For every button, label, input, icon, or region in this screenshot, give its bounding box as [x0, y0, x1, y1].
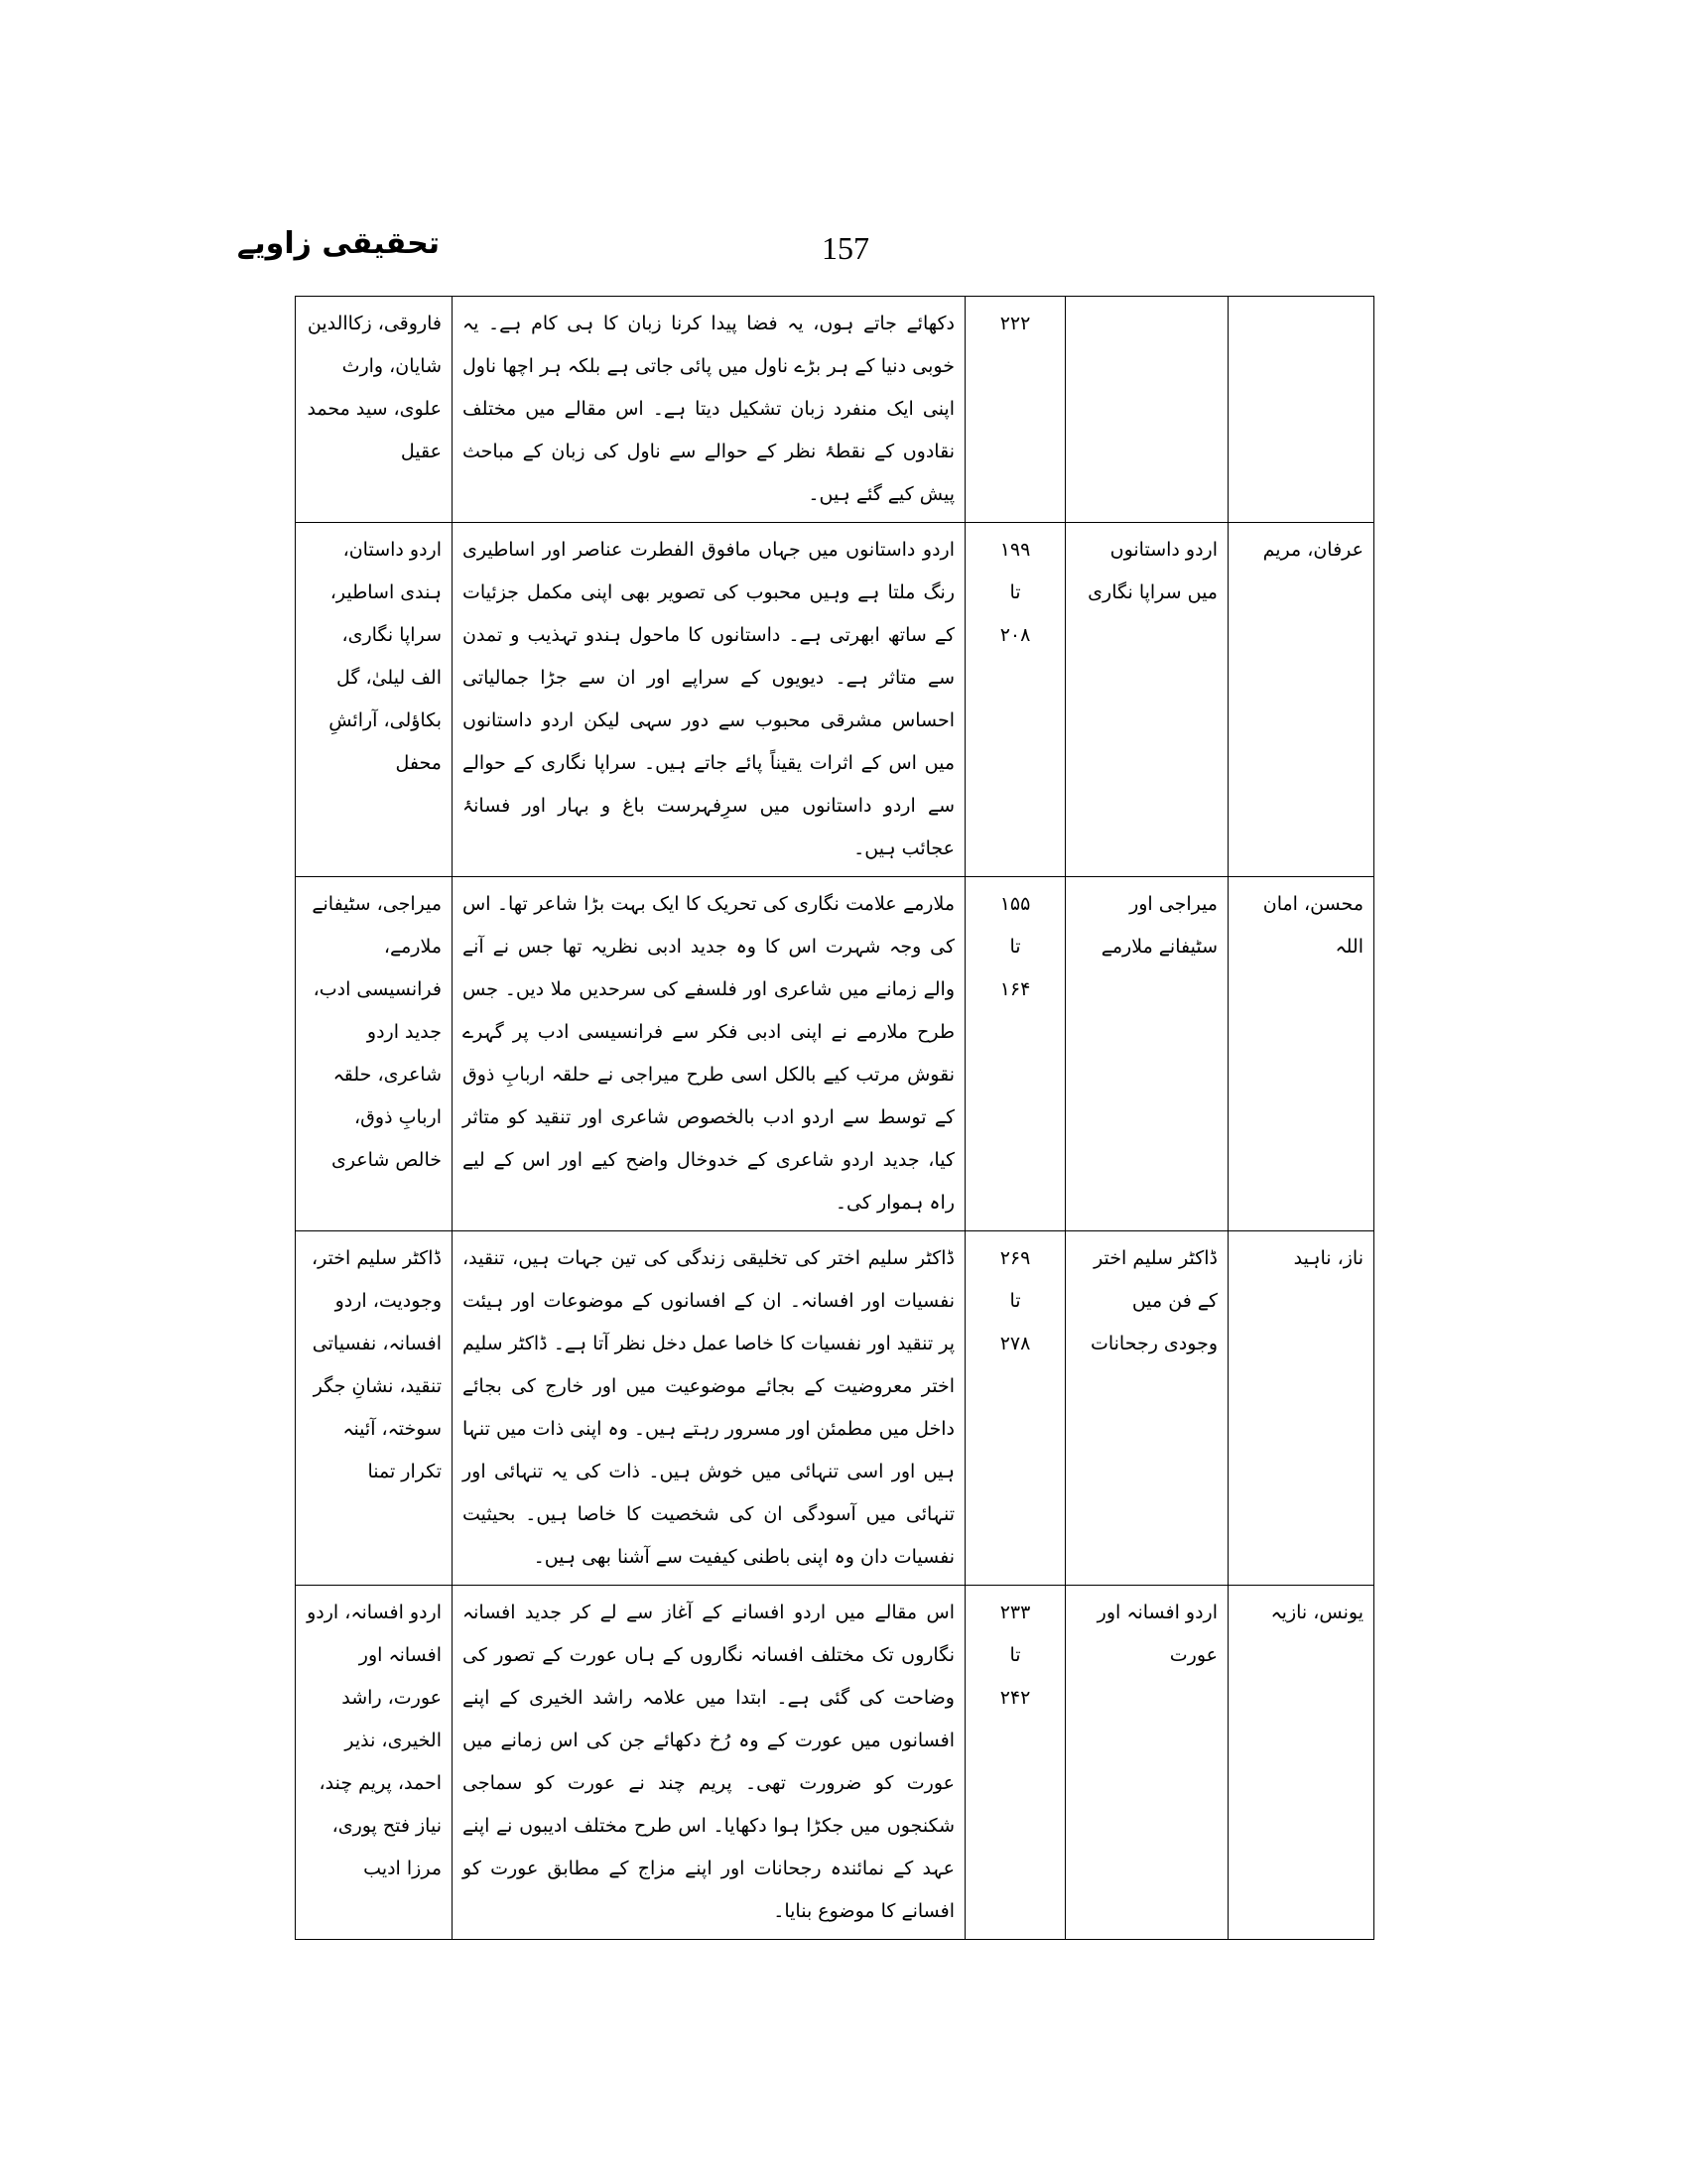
table-row	[296, 523, 1374, 877]
table-body	[296, 297, 1374, 1940]
pages-cell	[966, 523, 1066, 877]
page-range-part: ۱۹۹	[999, 539, 1031, 561]
journal-title: تحقیقی زاویے	[236, 226, 440, 261]
pages-cell	[966, 1586, 1066, 1940]
table-row	[296, 1586, 1374, 1940]
keywords-cell: اردو افسانہ، اردو افسانہ اور عورت، راشد الخیری، نذیر احمد، پریم چند، نیاز فتح پوری، مرزا ادیب	[296, 1586, 453, 1940]
summary-cell: ڈاکٹر سلیم اختر کی تخلیقی زندگی کی تین جہات ہیں، تنقید، نفسیات اور افسانہ۔ ان کے افسانوں کے موضوعات اور ہیئت پر تنقید اور نفسیات کا خاصا عمل دخل نظر آتا ہے۔ ڈاکٹر سلیم اختر معروضیت کے بجائے موضوعیت میں اور خارج کی بجائے داخل میں مطمئن اور مسرور رہتے ہیں۔ وہ اپنی ذات میں تنہا ہیں اور اسی تنہائی میں خوش ہیں۔ ذات کی یہ تنہائی اور تنہائی میں آسودگی ان کی شخصیت کا خاصا ہیں۔ بحیثیت نفسیات دان وہ اپنی باطنی کیفیت سے آشنا بھی ہیں۔	[453, 1231, 966, 1586]
summary-cell: دکھائے جاتے ہوں، یہ فضا پیدا کرنا زبان کا ہی کام ہے۔ یہ خوبی دنیا کے ہر بڑے ناول میں پائی جاتی ہے بلکہ ہر اچھا ناول اپنی ایک منفرد زبان تشکیل دیتا ہے۔ اس مقالے میں مختلف نقادوں کے نقطۂ نظر کے حوالے سے ناول کی زبان کے مباحث پیش کیے گئے ہیں۔	[453, 297, 966, 523]
author-cell: ناز، ناہید	[1229, 1231, 1374, 1586]
author-cell	[1229, 297, 1374, 523]
page-range-part: تا	[1009, 936, 1021, 958]
title-cell: میراجی اور سٹیفانے ملارمے	[1066, 877, 1229, 1231]
page-range-part: ۲۷۸	[999, 1333, 1031, 1354]
table-row	[296, 877, 1374, 1231]
page-range-part: ۲۳۳	[999, 1602, 1031, 1623]
page-range-part: تا	[1009, 581, 1021, 603]
title-cell: ڈاکٹر سلیم اختر کے فن میں وجودی رجحانات	[1066, 1231, 1229, 1586]
table-row	[296, 297, 1374, 523]
pages-cell	[966, 297, 1066, 523]
page-range-part: ۲۶۹	[999, 1247, 1031, 1269]
page-range-part: ۱۶۴	[999, 978, 1031, 1000]
summary-cell: اردو داستانوں میں جہاں مافوق الفطرت عناصر اور اساطیری رنگ ملتا ہے وہیں محبوب کی تصویر بھی اپنی مکمل جزئیات کے ساتھ ابھرتی ہے۔ داستانوں کا ماحول ہندو تہذیب و تمدن سے متاثر ہے۔ دیویوں کے سراپے اور ان سے جڑا جمالیاتی احساس مشرقی محبوب سے دور سہی لیکن اردو داستانوں میں اس کے اثرات یقیناً پائے جاتے ہیں۔ سراپا نگاری کے حوالے سے اردو داستانوں میں سرِفہرست باغ و بہار اور فسانۂ عجائب ہیں۔	[453, 523, 966, 877]
page-number: 157	[822, 230, 869, 266]
title-cell	[1066, 297, 1229, 523]
author-cell: یونس، نازیہ	[1229, 1586, 1374, 1940]
pages-cell	[966, 1231, 1066, 1586]
table-row	[296, 1231, 1374, 1586]
keywords-cell: میراجی، سٹیفانے ملارمے، فرانسیسی ادب، جدید اردو شاعری، حلقہ اربابِ ذوق، خالص شاعری	[296, 877, 453, 1231]
bibliography-table	[295, 296, 1374, 1940]
keywords-cell: ڈاکٹر سلیم اختر، وجودیت، اردو افسانہ، نفسیاتی تنقید، نشانِ جگر سوختہ، آئینہ تکرار تمنا	[296, 1231, 453, 1586]
title-cell: اردو افسانہ اور عورت	[1066, 1586, 1229, 1940]
pages-cell	[966, 877, 1066, 1231]
summary-cell: اس مقالے میں اردو افسانے کے آغاز سے لے کر جدید افسانہ نگاروں تک مختلف افسانہ نگاروں کے ہاں عورت کے تصور کی وضاحت کی گئی ہے۔ ابتدا میں علامہ راشد الخیری کے اپنے افسانوں میں عورت کے وہ رُخ دکھائے جن کی اس زمانے میں عورت کو ضرورت تھی۔ پریم چند نے عورت کو سماجی شکنجوں میں جکڑا ہوا دکھایا۔ اس طرح مختلف ادیبوں نے اپنے عہد کے نمائندہ رجحانات اور اپنے مزاج کے مطابق عورت کو افسانے کا موضوع بنایا۔	[453, 1586, 966, 1940]
summary-cell: ملارمے علامت نگاری کی تحریک کا ایک بہت بڑا شاعر تھا۔ اس کی وجہ شہرت اس کا وہ جدید ادبی نظریہ تھا جس نے آنے والے زمانے میں شاعری اور فلسفے کی سرحدیں ملا دیں۔ جس طرح ملارمے نے اپنی ادبی فکر سے فرانسیسی ادب پر گہرے نقوش مرتب کیے بالکل اسی طرح میراجی نے حلقہ اربابِ ذوق کے توسط سے اردو ادب بالخصوص شاعری اور تنقید کو متاثر کیا، جدید اردو شاعری کے خدوخال واضح کیے اور اس کے لیے راہ ہموار کی۔	[453, 877, 966, 1231]
author-cell: محسن، امان اللہ	[1229, 877, 1374, 1231]
page-range-part: ۲۰۸	[999, 624, 1031, 646]
page-range-part: ۱۵۵	[999, 893, 1031, 915]
page-range-part: ۲۴۲	[999, 1687, 1031, 1709]
keywords-cell: فاروقی، زکاالدین شایان، وارث علوی، سید محمد عقیل	[296, 297, 453, 523]
title-cell: اردو داستانوں میں سراپا نگاری	[1066, 523, 1229, 877]
keywords-cell: اردو داستان، ہندی اساطیر، سراپا نگاری، الف لیلیٰ، گل بکاؤلی، آرائشِ محفل	[296, 523, 453, 877]
page-range-part: ۲۲۲	[999, 313, 1031, 334]
page-range-part: تا	[1009, 1290, 1021, 1312]
page-range-part: تا	[1009, 1644, 1021, 1666]
author-cell: عرفان، مریم	[1229, 523, 1374, 877]
